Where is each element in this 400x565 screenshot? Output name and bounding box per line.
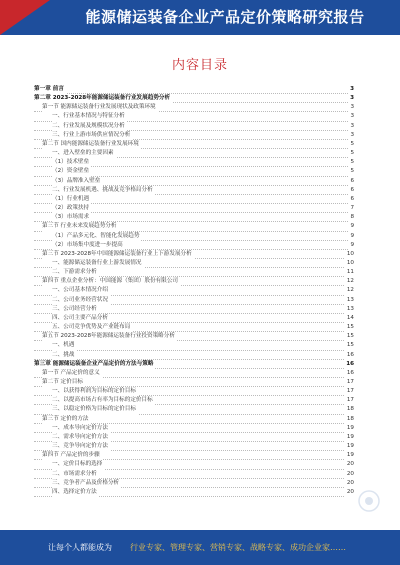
- toc-entry[interactable]: [34, 140, 354, 149]
- toc-heading: 内容目录: [171, 58, 228, 73]
- toc-entry[interactable]: [34, 305, 354, 314]
- toc-entry-text: 第二节 定价目标: [42, 378, 85, 387]
- toc-entry[interactable]: [34, 286, 354, 295]
- toc-entry-page: 10: [345, 259, 354, 268]
- toc-entry-page: 3: [348, 122, 354, 131]
- toc-entry-page: 5: [348, 149, 354, 158]
- toc-entry-page: 20: [345, 460, 354, 469]
- toc-entry-page: 6: [348, 186, 354, 195]
- toc-entry-page: 10: [345, 250, 354, 259]
- toc-entry-text: 一、成本导向定价方法: [52, 424, 110, 433]
- toc-entry-text: （1）技术壁垒: [52, 158, 91, 167]
- header-accent-triangle: [0, 0, 50, 35]
- toc-entry-text: 四、选择定价方法: [52, 488, 99, 497]
- toc-entry-page: 11: [345, 268, 354, 277]
- toc-entry-page: 20: [345, 479, 354, 488]
- toc-entry-page: 16: [344, 360, 354, 369]
- toc-entry-page: 16: [345, 351, 354, 360]
- toc-entry-text: 二、公司业务经营状况: [52, 296, 110, 305]
- toc-entry-page: 18: [345, 405, 354, 414]
- toc-entry-text: 第一节 能源储运装备行业发展现状及政策环境: [42, 103, 158, 112]
- toc-entry-page: 6: [348, 195, 354, 204]
- toc-entry-page: 3: [348, 112, 354, 121]
- toc-entry-text: （2）资金壁垒: [52, 167, 91, 176]
- toc-entry-page: 19: [345, 424, 354, 433]
- report-title: 能源储运装备企业产品定价策略研究报告: [85, 8, 365, 26]
- toc-entry-text: 二、市场需求分析: [52, 470, 99, 479]
- toc-entry-text: 二、行业发展机遇、挑战及竞争格局分析: [52, 186, 155, 195]
- toc-entry-page: 19: [345, 433, 354, 442]
- toc-entry[interactable]: [34, 94, 354, 103]
- toc-entry-text: （1）行业机遇: [52, 195, 91, 204]
- toc-entry-page: 16: [345, 369, 354, 378]
- toc-entry-page: 17: [345, 387, 354, 396]
- toc-entry-text: 一、公司基本情况介绍: [52, 286, 110, 295]
- footer-slogan-left: 让每个人都能成为: [48, 543, 112, 552]
- toc-entry[interactable]: [34, 204, 354, 213]
- toc-entry[interactable]: [34, 177, 354, 186]
- toc-entry[interactable]: [34, 460, 354, 469]
- toc-entry-page: 3: [348, 103, 354, 112]
- toc-entry[interactable]: [34, 351, 354, 360]
- toc-entry-text: 一、进入壁垒的主要因素: [52, 149, 116, 158]
- toc-entry-page: 14: [345, 314, 354, 323]
- toc-entry[interactable]: [34, 360, 354, 369]
- toc-entry-text: 三、以稳定价格为目标的定价目标: [52, 405, 138, 414]
- toc-entry-page: 3: [348, 131, 354, 140]
- table-of-contents: [34, 85, 354, 497]
- toc-entry[interactable]: [34, 470, 354, 479]
- toc-entry-page: 5: [348, 158, 354, 167]
- toc-entry-text: 四、公司主要产品分析: [52, 314, 110, 323]
- toc-entry[interactable]: [34, 332, 354, 341]
- toc-entry[interactable]: [34, 323, 354, 332]
- toc-entry-text: 一、以获得利润为目标的定价目标: [52, 387, 138, 396]
- toc-entry-page: 15: [345, 323, 354, 332]
- toc-entry[interactable]: [34, 103, 354, 112]
- header-banner: [0, 0, 400, 35]
- toc-entry[interactable]: [34, 167, 354, 176]
- toc-entry-page: 12: [345, 277, 354, 286]
- toc-entry[interactable]: [34, 451, 354, 460]
- toc-entry-text: 二、下游需求分析: [52, 268, 99, 277]
- toc-entry-text: 一、定价目标的选择: [52, 460, 104, 469]
- toc-entry[interactable]: [34, 424, 354, 433]
- toc-entry-page: 3: [348, 85, 354, 94]
- toc-entry[interactable]: [34, 186, 354, 195]
- toc-entry[interactable]: [34, 442, 354, 451]
- footer-slogan-right: 行业专家、管理专家、营销专家、战略专家、成功企业家……: [130, 543, 346, 552]
- toc-entry-text: 一、机遇: [52, 341, 76, 350]
- toc-entry-page: 15: [345, 332, 354, 341]
- toc-entry-text: 第五节 2023-2028年能源储运装备行业投资策略分析: [42, 332, 177, 341]
- toc-entry-text: 一、行业基本情况与特征分析: [52, 112, 127, 121]
- toc-entry[interactable]: [34, 479, 354, 488]
- toc-entry-text: 第二章 2023-2028年能源储运装备行业发展趋势分析: [34, 94, 172, 103]
- toc-entry-text: 三、行业上游市场供应情况分析: [52, 131, 132, 140]
- toc-entry[interactable]: [34, 112, 354, 121]
- toc-entry-page: 5: [348, 167, 354, 176]
- toc-entry-page: 15: [345, 341, 354, 350]
- toc-entry[interactable]: [34, 277, 354, 286]
- toc-entry-page: 17: [345, 378, 354, 387]
- toc-entry-page: 13: [345, 305, 354, 314]
- toc-entry[interactable]: [34, 122, 354, 131]
- toc-entry-text: 二、行业发展及规模状况分析: [52, 122, 127, 131]
- toc-entry[interactable]: [34, 222, 354, 231]
- toc-entry-text: 第三节 定价的方法: [42, 415, 91, 424]
- toc-entry-page: 19: [345, 451, 354, 460]
- toc-entry-text: 第三节 2023-2028年中国能源储运装备行业上下游发展分析: [42, 250, 194, 259]
- toc-entry-text: 第三节 行业未来发展趋势分析: [42, 222, 119, 231]
- toc-entry[interactable]: [34, 378, 354, 387]
- toc-entry-page: 17: [345, 396, 354, 405]
- toc-entry-text: 第一章 前言: [34, 85, 66, 94]
- toc-entry-text: （3）市场需求: [52, 213, 91, 222]
- toc-entry[interactable]: [34, 149, 354, 158]
- toc-entry[interactable]: [34, 314, 354, 323]
- footer-banner: [0, 530, 400, 565]
- toc-entry-text: 二、挑战: [52, 351, 76, 360]
- toc-entry-text: （2）政策扶持: [52, 204, 91, 213]
- toc-entry[interactable]: [34, 85, 354, 94]
- watermark-logo-icon: [358, 490, 380, 512]
- toc-entry[interactable]: [34, 296, 354, 305]
- toc-entry-page: 13: [345, 296, 354, 305]
- toc-entry[interactable]: [34, 396, 354, 405]
- toc-entry-page: 12: [345, 286, 354, 295]
- toc-entry[interactable]: [34, 268, 354, 277]
- toc-entry-page: 3: [348, 94, 354, 103]
- toc-entry[interactable]: [34, 232, 354, 241]
- toc-entry[interactable]: [34, 195, 354, 204]
- toc-entry-page: 9: [348, 232, 354, 241]
- toc-entry-text: （1）产品多元化、智能化发展趋势: [52, 232, 141, 241]
- toc-entry-page: 20: [345, 470, 354, 479]
- toc-entry-text: 第四节 产品定价的步骤: [42, 451, 102, 460]
- toc-entry-text: 三、竞争者产品及价格分析: [52, 479, 121, 488]
- toc-entry-text: 五、公司竞争优势及产业链布局: [52, 323, 132, 332]
- toc-entry-page: 19: [345, 442, 354, 451]
- toc-entry-page: 6: [348, 177, 354, 186]
- toc-entry[interactable]: [34, 250, 354, 259]
- toc-entry-text: （2）市场集中度进一步提高: [52, 241, 125, 250]
- toc-entry[interactable]: [34, 387, 354, 396]
- toc-entry[interactable]: [34, 341, 354, 350]
- toc-entry-text: 第三章 能源储运装备企业产品定价的方法与策略: [34, 360, 155, 369]
- toc-entry-text: 第四节 重点企业分析：中国能源（集团）股份有限公司: [42, 277, 180, 286]
- toc-entry[interactable]: [34, 369, 354, 378]
- toc-entry[interactable]: [34, 433, 354, 442]
- toc-entry[interactable]: [34, 415, 354, 424]
- toc-entry-text: 第一节 产品定价的意义: [42, 369, 102, 378]
- toc-entry-page: 9: [348, 222, 354, 231]
- toc-entry-text: 二、以提高市场占有率为目标的定价目标: [52, 396, 155, 405]
- toc-entry-text: 二、需求导向定价方法: [52, 433, 110, 442]
- toc-entry-text: 三、竞争导向定价方法: [52, 442, 110, 451]
- toc-entry-page: 20: [345, 488, 354, 497]
- toc-entry-page: 18: [345, 415, 354, 424]
- toc-entry-page: 7: [348, 204, 354, 213]
- toc-entry[interactable]: [34, 488, 354, 497]
- toc-entry[interactable]: [34, 213, 354, 222]
- toc-entry-page: 9: [348, 241, 354, 250]
- toc-entry-text: 第二节 国内能源储运装备行业发展环境: [42, 140, 141, 149]
- toc-entry-page: 8: [348, 213, 354, 222]
- toc-entry[interactable]: [34, 405, 354, 414]
- toc-entry[interactable]: [34, 259, 354, 268]
- toc-entry-text: 三、公司经营分析: [52, 305, 99, 314]
- toc-entry-text: 一、能源储运装备行业上游发展情况: [52, 259, 144, 268]
- toc-entry-text: （3）品牌准入壁垒: [52, 177, 102, 186]
- toc-entry-page: 5: [348, 140, 354, 149]
- toc-entry[interactable]: [34, 131, 354, 140]
- toc-entry[interactable]: [34, 158, 354, 167]
- toc-entry[interactable]: [34, 241, 354, 250]
